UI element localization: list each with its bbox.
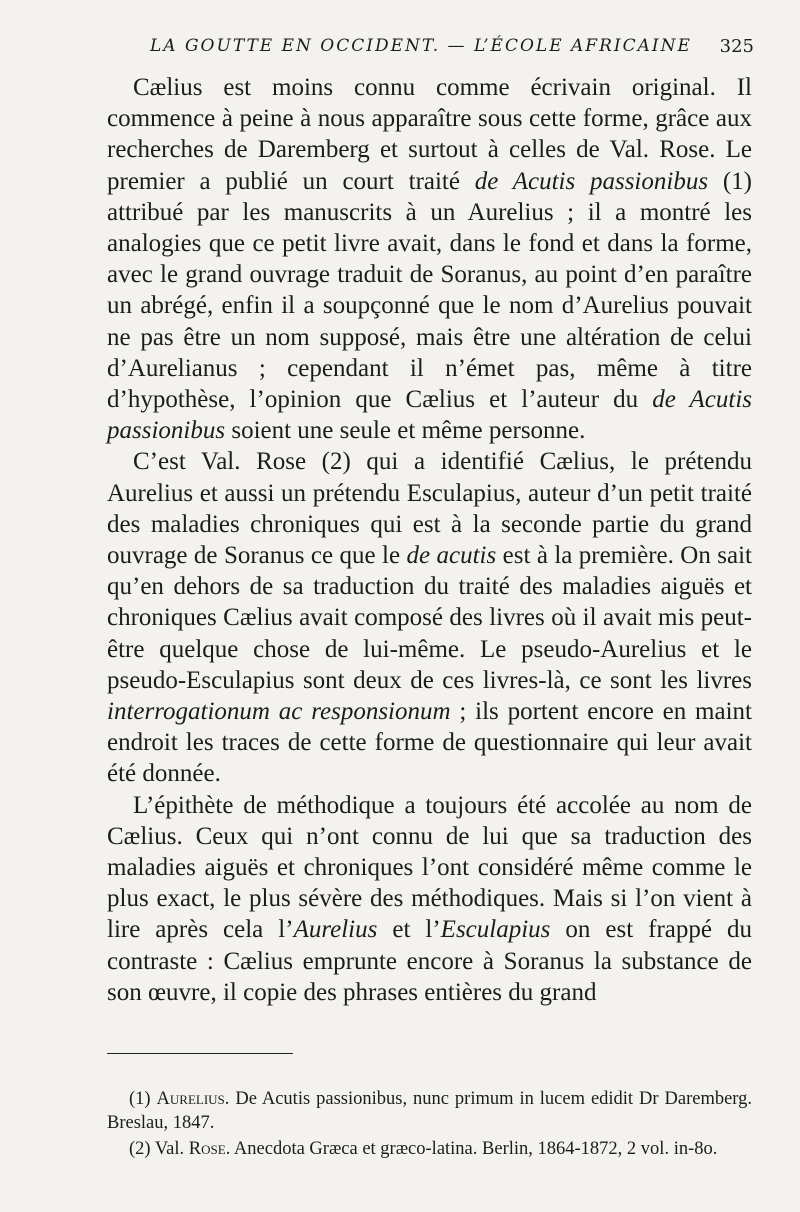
footnote-number: (1): [129, 1089, 157, 1109]
running-header: [150, 36, 754, 57]
italic-title: Aurelius: [293, 916, 378, 944]
footnote-text: . De Acutis passionibus, nunc primum in lucem edidit Dr Daremberg. Breslau, 1847.: [107, 1089, 752, 1133]
paragraph-1: [107, 72, 752, 446]
paragraph-3: [107, 790, 752, 1008]
footnote-separator: [107, 1053, 293, 1054]
footnote-author: Aurelius: [156, 1089, 225, 1109]
text-run: C’est Val. Rose (2) qui a identifié Cælius, le prétendu Aurelius et aussi un prétendu Esculapius, auteur d’un petit traité des maladies chroniques qui est à la seconde partie du grand ouvrage de Soranus ce que le: [107, 448, 752, 570]
italic-title: de acutis: [406, 542, 497, 570]
body-text: [107, 72, 752, 1008]
text-run: L’épithète de méthodique a toujours été accolée au nom de Cælius. Ceux qui n’ont connu de lui que sa traduction des maladies aiguës et chroniques l’ont considéré même comme le plus exact, le plus sévère des méthodiques. Mais si l’on vient à lire après cela l’: [107, 791, 752, 944]
text-run: (1) attribué par les manuscrits à un Aurelius ; il a montré les analogies que ce petit livre avait, dans le fond et dans la forme, avec le grand ouvrage traduit de Soranus, au point d’en paraître un abrégé, enfin il a soupçonné que le nom d’Aurelius pouvait ne pas être un nom supposé, mais être une altération de celui d’Aurelianus ; cependant il n’émet pas, même à titre d’hypothèse, l’opinion que Cælius et l’auteur du: [107, 167, 752, 414]
page-number: 325: [719, 36, 754, 57]
text-run: on est frappé du contraste : Cælius emprunte encore à Soranus la substance de son œuvre, il copie des phrases entières du grand: [107, 916, 752, 1006]
footnote-text: . Anecdota Græca et græco-latina. Berlin, 1864-1872, 2 vol. in-8o.: [225, 1139, 718, 1159]
italic-title: Esculapius: [440, 916, 551, 944]
footnote-1: [107, 1087, 752, 1135]
paragraph-2: [107, 446, 752, 789]
footnotes: [107, 1087, 752, 1163]
text-run: et l’: [377, 916, 441, 944]
text-run: soient une seule et même personne.: [225, 417, 586, 445]
text-run: Cælius est moins connu comme écrivain original. Il commence à peine à nous apparaître sous cette forme, grâce aux recherches de Daremberg et surtout à celles de Val. Rose. Le premier a publié un court traité: [107, 74, 752, 195]
footnote-2: [107, 1137, 752, 1161]
footnote-author: Rose: [188, 1139, 226, 1159]
italic-title: de Acutis passionibus: [474, 167, 709, 195]
running-title: LA GOUTTE EN OCCIDENT. — L’ÉCOLE AFRICAINE: [150, 36, 692, 56]
italic-title: de Acutis passionibus: [107, 386, 752, 445]
text-run: ; ils portent encore en maint endroit les traces de cette forme de questionnaire qui leur avait été donnée.: [107, 698, 752, 788]
italic-title: interrogationum ac responsionum: [107, 698, 451, 726]
text-run: est à la première. On sait qu’en dehors de sa traduction du traité des maladies aiguës et chroniques Cælius avait composé des livres où il avait mis peut-être quelque chose de lui-même. Le pseudo-Aurelius et le pseudo-Esculapius sont deux de ces livres-là, ce sont les livres: [107, 542, 752, 694]
footnote-number: (2) Val.: [129, 1139, 189, 1159]
